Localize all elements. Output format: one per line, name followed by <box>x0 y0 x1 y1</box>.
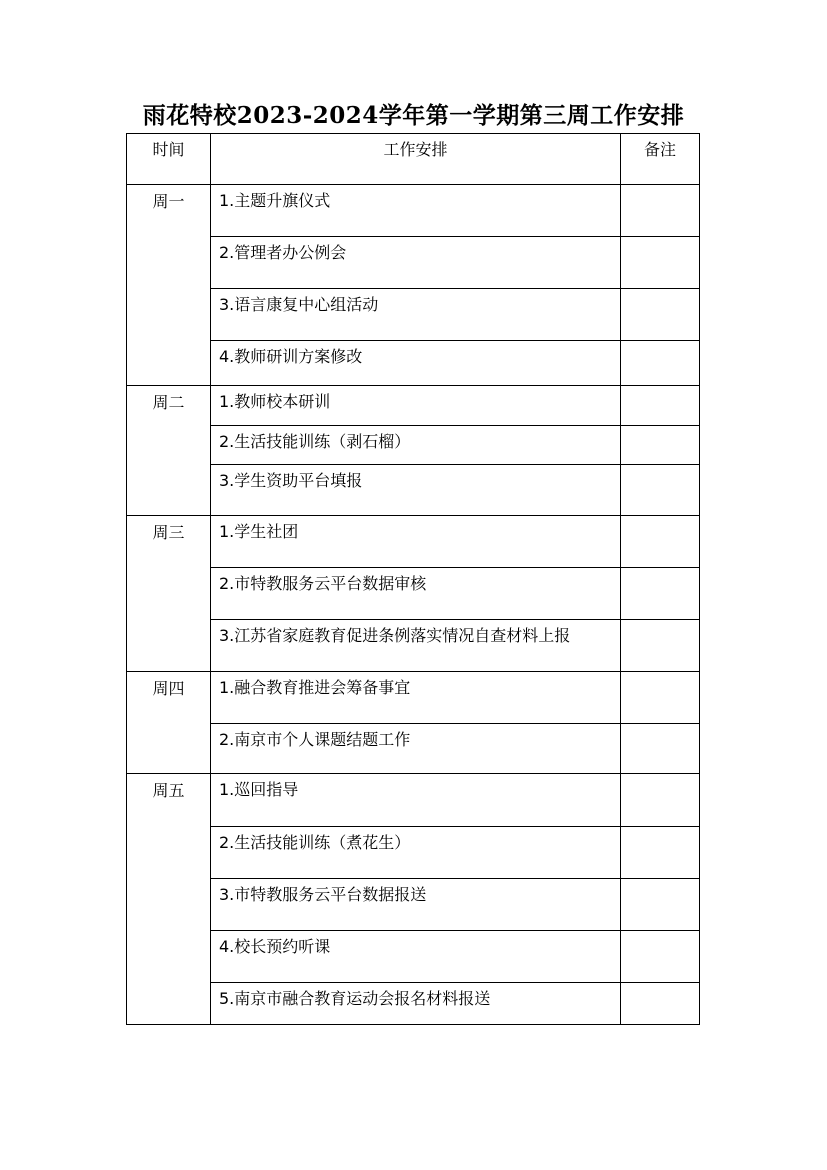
task-cell: 1.主题升旗仪式 <box>211 185 621 237</box>
task-cell: 3.学生资助平台填报 <box>211 465 621 516</box>
task-cell: 2.管理者办公例会 <box>211 237 621 289</box>
table-row <box>127 983 700 1025</box>
header-notes: 备注 <box>621 134 700 185</box>
table-row <box>127 774 700 827</box>
task-cell: 5.南京市融合教育运动会报名材料报送 <box>211 983 621 1025</box>
header-row <box>127 134 700 185</box>
schedule-table <box>126 133 700 1025</box>
table-row <box>127 465 700 516</box>
task-cell: 3.语言康复中心组活动 <box>211 289 621 341</box>
task-cell: 3.市特教服务云平台数据报送 <box>211 879 621 931</box>
task-cell: 1.教师校本研训 <box>211 386 621 426</box>
note-cell <box>621 341 700 386</box>
table-row <box>127 879 700 931</box>
table-row <box>127 931 700 983</box>
header-time: 时间 <box>127 134 211 185</box>
day-cell: 周三 <box>127 516 211 672</box>
note-cell <box>621 568 700 620</box>
table-row <box>127 185 700 237</box>
table-row <box>127 516 700 568</box>
task-cell: 3.江苏省家庭教育促进条例落实情况自查材料上报 <box>211 620 621 672</box>
table-row <box>127 672 700 724</box>
note-cell <box>621 465 700 516</box>
note-cell <box>621 724 700 774</box>
note-cell <box>621 931 700 983</box>
task-cell: 2.生活技能训练（煮花生） <box>211 827 621 879</box>
note-cell <box>621 672 700 724</box>
page-title: 雨花特校2023-2024学年第一学期第三周工作安排 <box>142 102 685 129</box>
note-cell <box>621 386 700 426</box>
task-cell: 2.南京市个人课题结题工作 <box>211 724 621 774</box>
task-cell: 2.生活技能训练（剥石榴） <box>211 426 621 465</box>
note-cell <box>621 516 700 568</box>
header-tasks: 工作安排 <box>211 134 621 185</box>
table-row <box>127 341 700 386</box>
day-cell: 周四 <box>127 672 211 774</box>
note-cell <box>621 237 700 289</box>
note-cell <box>621 774 700 827</box>
note-cell <box>621 879 700 931</box>
table-row <box>127 237 700 289</box>
table-row <box>127 426 700 465</box>
note-cell <box>621 185 700 237</box>
table-row <box>127 827 700 879</box>
table-row <box>127 289 700 341</box>
table-row <box>127 386 700 426</box>
table-row <box>127 724 700 774</box>
table-row <box>127 620 700 672</box>
task-cell: 1.学生社团 <box>211 516 621 568</box>
task-cell: 1.融合教育推进会筹备事宜 <box>211 672 621 724</box>
note-cell <box>621 426 700 465</box>
task-cell: 4.教师研训方案修改 <box>211 341 621 386</box>
day-cell: 周二 <box>127 386 211 516</box>
task-cell: 4.校长预约听课 <box>211 931 621 983</box>
task-cell: 2.市特教服务云平台数据审核 <box>211 568 621 620</box>
task-cell: 1.巡回指导 <box>211 774 621 827</box>
table-row <box>127 568 700 620</box>
note-cell <box>621 983 700 1025</box>
day-cell: 周五 <box>127 774 211 1025</box>
note-cell <box>621 827 700 879</box>
note-cell <box>621 620 700 672</box>
day-cell: 周一 <box>127 185 211 386</box>
note-cell <box>621 289 700 341</box>
